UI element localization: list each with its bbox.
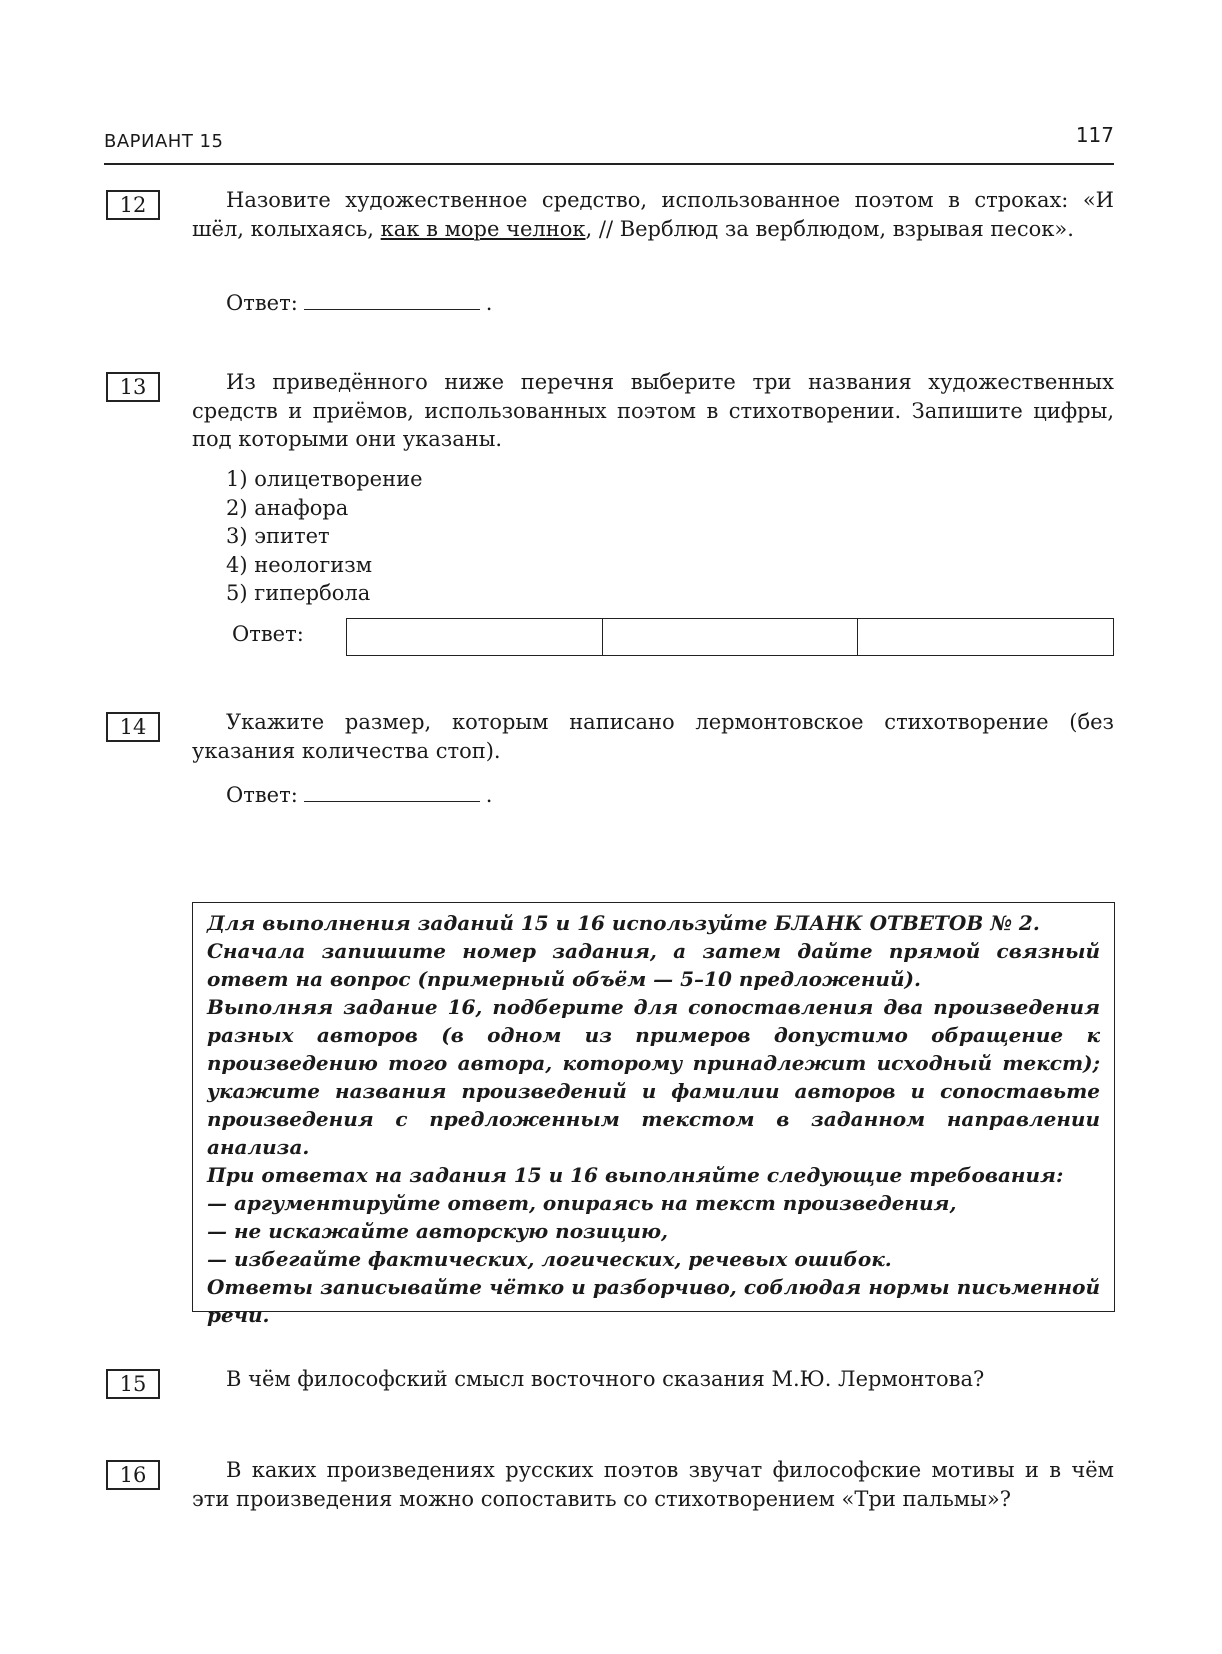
question-number-14: 14 <box>106 712 160 742</box>
answer-line-12 <box>226 291 492 315</box>
instructions-line: Ответы записывайте чётко и разборчиво, соблюдая нормы письменной речи. <box>207 1275 1100 1327</box>
answer-cell-3[interactable] <box>858 619 1113 655</box>
option-item: 2) анафора <box>226 495 349 520</box>
option-item: 3) эпитет <box>226 524 330 548</box>
question-16-text <box>192 1456 1114 1513</box>
question-number-16: 16 <box>106 1460 160 1490</box>
instructions-line: Сначала запишите номер задания, а затем дайте прямой связный ответ на вопрос (примерный объём — 5–10 предложений). <box>207 939 1100 991</box>
page-header <box>104 123 1114 165</box>
options-list <box>226 465 423 608</box>
variant-title: ВАРИАНТ 15 <box>104 131 224 152</box>
instructions-line: Выполняя задание 16, подберите для сопоставления два произведения разных авторов (в одном из примеров допустимо обращение к произведению того автора, которому принадлежит исходный текст); укажите названия произведений и фамилии авторов и сопоставьте произведения с предложенным текстом в заданном направлении анализа. <box>207 995 1100 1159</box>
question-13-text <box>192 368 1114 454</box>
answer-end: . <box>485 291 493 315</box>
option-item: 4) неологизм <box>226 552 373 577</box>
answer-cell-2[interactable] <box>603 619 859 655</box>
answer-line-14 <box>226 783 492 807</box>
option-item: 5) гипербола <box>226 581 371 605</box>
question-number-13: 13 <box>106 372 160 402</box>
question-number-15: 15 <box>106 1369 160 1399</box>
page-number: 117 <box>1075 123 1114 147</box>
q15-text: В чём философский смысл восточного сказания М.Ю. Лермонтова? <box>226 1367 985 1391</box>
q12-underlined: как в море челнок <box>380 216 586 241</box>
answer-blank-14[interactable] <box>304 785 480 802</box>
question-number-12: 12 <box>106 190 160 220</box>
instructions-line: При ответах на задания 15 и 16 выполняйте следующие требования: <box>207 1163 1064 1187</box>
question-15-text <box>192 1365 1114 1394</box>
q12-text-after: , // Верблюд за верблюдом, взрывая песок». <box>585 216 1074 241</box>
instructions-line: Для выполнения заданий 15 и 16 используйте БЛАНК ОТВЕТОВ № 2. <box>207 911 1040 935</box>
answer-label: Ответ: <box>226 783 298 807</box>
answer-cell-1[interactable] <box>347 619 603 655</box>
answer-blank-12[interactable] <box>304 293 480 310</box>
q13-text: Из приведённого ниже перечня выберите три названия художественных средств и приёмов, использованных поэтом в стихотворении. Запишите цифры, под которыми они указаны. <box>192 370 1114 451</box>
q14-text: Укажите размер, которым написано лермонтовское стихотворение (без указания количества стоп). <box>192 710 1114 763</box>
instructions-line: — избегайте фактических, логических, речевых ошибок. <box>207 1247 892 1271</box>
answer-label-13: Ответ: <box>232 622 304 646</box>
answer-grid-13 <box>346 618 1114 656</box>
q12-text-before: Назовите художественное средство, использованное поэтом в строках: «И шёл, колыхаясь, <box>192 188 1114 241</box>
answer-label: Ответ: <box>226 291 298 315</box>
instructions-line: — аргументируйте ответ, опираясь на текст произведения, <box>207 1191 957 1215</box>
question-14-text <box>192 708 1114 765</box>
instructions-box <box>192 902 1115 1327</box>
question-12-text <box>192 186 1114 243</box>
answer-end: . <box>485 783 493 807</box>
q16-text: В каких произведениях русских поэтов звучат философские мотивы и в чём эти произведения можно сопоставить со стихотворением «Три пальмы»? <box>192 1458 1114 1511</box>
option-item: 1) олицетворение <box>226 467 423 491</box>
instructions-line: — не искажайте авторскую позицию, <box>207 1219 668 1243</box>
